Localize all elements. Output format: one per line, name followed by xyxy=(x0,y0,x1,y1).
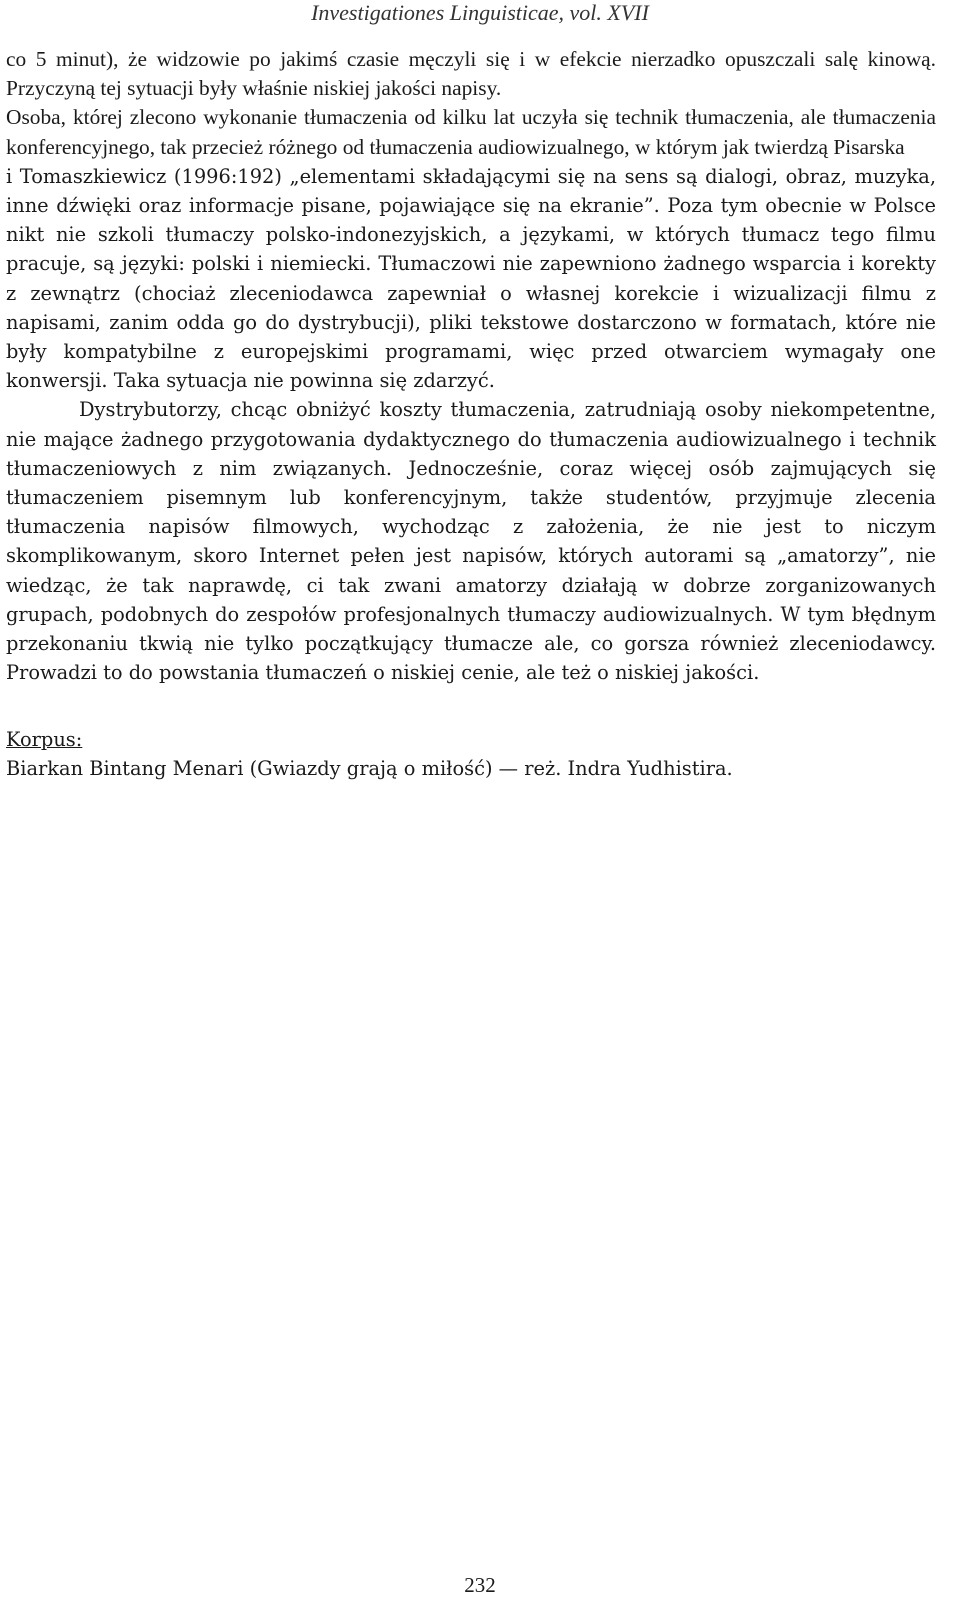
main-text xyxy=(6,45,936,783)
corpus-entry: Biarkan Bintang Menari (Gwiazdy grają o miłość) — reż. Indra Yudhistira. xyxy=(6,757,733,781)
paragraph-1b: Osoba, której zlecono wykonanie tłumaczenia od kilku lat uczyła się technik tłumaczenia, ale tłumaczenia konferencyjnego, tak przecież różnego od tłumaczenia audiowizualnego, w którym jak twierdzą Pisarska xyxy=(6,105,936,159)
paragraph-1a: co 5 minut), że widzowie po jakimś czasie męczyli się i w efekcie nierzadko opuszczali salę kinową. Przyczyną tej sytuacji były właśnie niskiej jakości napisy. xyxy=(6,47,936,101)
running-header: Investigationes Linguisticae, vol. XVII xyxy=(311,0,649,25)
paragraph-2: Dystrybutorzy, chcąc obniżyć koszty tłumaczenia, zatrudniają osoby niekompetentne, nie mające żadnego przygotowania dydaktycznego do tłumaczenia audiowizualnego i technik tłumaczeniowych z nim związanych. Jednocześnie, coraz więcej osób zajmujących się tłumaczeniem pisemnym lub konferencyjnym, także studentów, przyjmuje zlecenia tłumaczenia napisów filmowych, wychodząc z założenia, że nie jest to niczym skomplikowanym, skoro Internet pełen jest napisów, których autorami są „amatorzy”, nie wiedząc, że tak naprawdę, ci tak zwani amatorzy działają w dobrze zorganizowanych grupach, podobnych do zespołów profesjonalnych tłumaczy audiowizualnych. W tym błędnym przekonaniu tkwią nie tylko początkujący tłumacze ale, co gorsza również zleceniodawcy. Prowadzi to do powstania tłumaczeń o niskiej cenie, ale też o niskiej jakości. xyxy=(6,398,936,685)
page-number: 232 xyxy=(464,1573,496,1597)
corpus-label: Korpus: xyxy=(6,728,83,752)
paragraph-1c: i Tomaszkiewicz (1996:192) „elementami składającymi się na sens są dialogi, obraz, muzyka, inne dźwięki oraz informacje pisane, pojawiające się na ekranie”. Poza tym obecnie w Polsce nikt nie szkoli tłumaczy polsko-indonezyjskich, a językami, w których tłumacz tego filmu pracuje, są języki: polski i niemiecki. Tłumaczowi nie zapewniono żadnego wsparcia i korekty z zewnątrz (chociaż zleceniodawca zapewniał o własnej korekcie i wizualizacji filmu z napisami, zanim odda go do dystrybucji), pliki tekstowe dostarczono w formatach, które nie były kompatybilne z europejskimi programami, więc przed otwarciem wymagały one konwersji. Taka sytuacja nie powinna się zdarzyć. xyxy=(6,164,936,393)
corpus-section xyxy=(6,725,936,783)
